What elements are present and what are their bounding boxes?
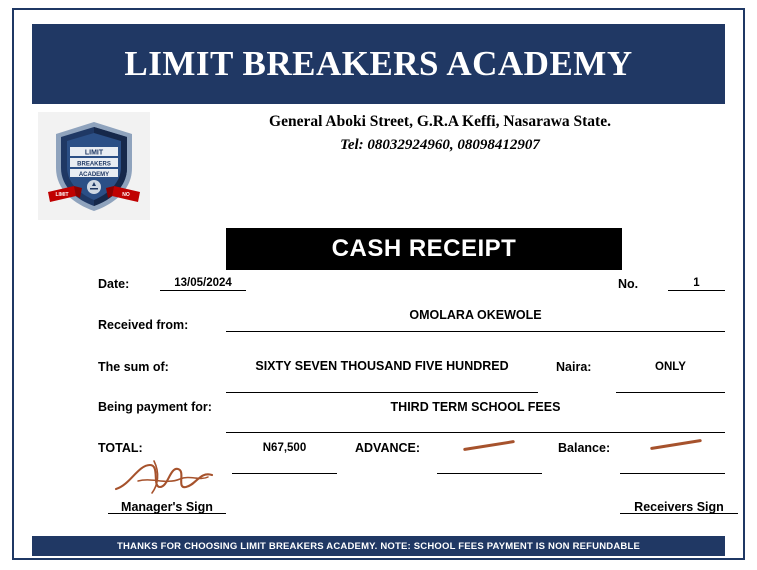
cash-receipt-banner [226, 228, 622, 270]
advance-field[interactable] [437, 455, 542, 474]
cash-receipt-banner-label: CASH RECEIPT [331, 235, 517, 262]
naira-value: ONLY [655, 361, 686, 373]
svg-text:NO: NO [122, 192, 130, 198]
received-from-label: Received from: [98, 318, 189, 332]
balance-label: Balance: [558, 441, 611, 455]
receivers-sign-label: Receivers Sign [634, 500, 724, 514]
payment-for-value: THIRD TERM SCHOOL FEES [390, 400, 561, 414]
total-field[interactable] [232, 455, 337, 474]
school-logo [38, 112, 150, 220]
svg-text:LIMIT: LIMIT [84, 149, 104, 157]
footer-text: THANKS FOR CHOOSING LIMIT BREAKERS ACADEMY. NOTE: SCHOOL FEES PAYMENT IS NON REFUNDABLE [116, 540, 641, 552]
page-title: LIMIT BREAKERS ACADEMY [124, 44, 633, 83]
header-banner [32, 24, 725, 104]
telephone-line: Tel: 08032924960, 08098412907 [340, 137, 540, 154]
sum-of-field[interactable] [226, 374, 538, 393]
balance-field[interactable] [620, 455, 725, 474]
total-label: TOTAL: [98, 441, 143, 455]
manager-signature-mark [108, 455, 226, 500]
total-value: N67,500 [262, 442, 307, 454]
number-value: 1 [693, 277, 700, 289]
svg-text:BREAKERS: BREAKERS [77, 161, 111, 168]
shield-icon [44, 116, 144, 216]
number-label: No. [618, 277, 639, 291]
payment-for-field[interactable] [226, 414, 725, 433]
date-value: 13/05/2024 [174, 277, 232, 289]
address-block [160, 110, 720, 154]
address-line: General Aboki Street, G.R.A Keffi, Nasarawa State. [269, 113, 611, 130]
footer-banner [32, 536, 725, 556]
payment-for-label: Being payment for: [98, 400, 212, 414]
sum-of-value: SIXTY SEVEN THOUSAND FIVE HUNDRED [255, 359, 509, 373]
naira-field[interactable] [616, 374, 725, 393]
manager-sign-label: Manager's Sign [121, 500, 213, 514]
naira-label: Naira: [556, 360, 592, 374]
balance-value [620, 439, 725, 457]
svg-text:ACADEMY: ACADEMY [78, 171, 110, 178]
date-label: Date: [98, 277, 130, 291]
sum-of-label: The sum of: [98, 360, 169, 374]
advance-label: ADVANCE: [355, 441, 421, 455]
svg-text:LIMIT: LIMIT [55, 192, 69, 198]
received-from-value: OMOLARA OKEWOLE [409, 308, 542, 322]
advance-value [437, 439, 542, 457]
